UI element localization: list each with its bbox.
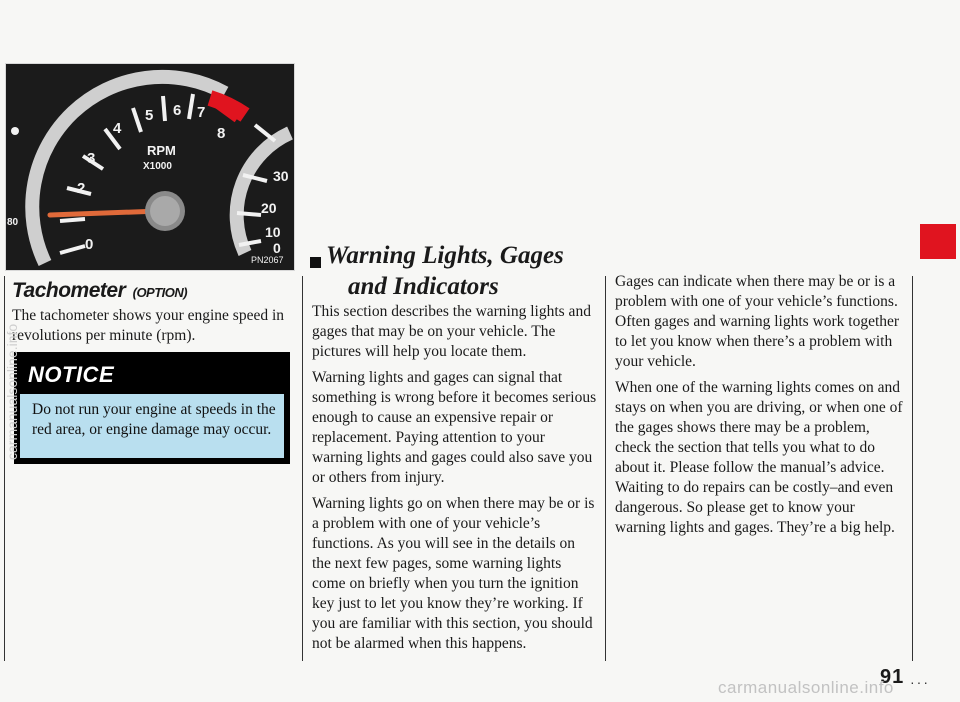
page-dots: ···: [910, 674, 930, 690]
section-heading-line1: Warning Lights, Gages: [326, 242, 564, 269]
paragraph: Gages can indicate when there may be or is a problem with one of your vehicle’s functions. Often gages and warning lights work together to let you know when there’s a problem with your vehicle.: [615, 273, 900, 370]
tach-number-3: 3: [87, 150, 96, 167]
notice-box: [14, 352, 290, 464]
tach-number-7: 7: [197, 104, 206, 121]
section-heading-line2: and Indicators: [348, 273, 499, 300]
tach-number-2: 2: [77, 180, 86, 197]
speedo-number-30: 30: [273, 168, 289, 184]
paragraph: Warning lights and gages can signal that something is wrong before it becomes serious enough to cause an expensive repair or replacement. Paying attention to your warning lights and gages could also save you or others from injury.: [312, 369, 597, 486]
tachometer-gauge-image: [5, 63, 295, 271]
watermark-side: carmanualsonline.info: [4, 323, 20, 460]
speedo-number-20: 20: [261, 200, 277, 216]
notice-panel: [20, 394, 284, 458]
notice-text: Do not run your engine at speeds in the red area, or engine damage may occur.: [32, 401, 276, 438]
section-tab-marker: [920, 224, 956, 259]
tach-number-4: 4: [113, 120, 122, 137]
paragraph: Warning lights go on when there may be or is a problem with one of your vehicle’s functions. As you will see in the details on the next few pages, some warning lights come on briefly when you turn the ignition key just to let you know they’re working. If you are familiar with this section, you should not be alarmed when this happens.: [312, 495, 595, 652]
figure-code: PN2067: [251, 255, 284, 265]
tachometer-heading: [12, 279, 297, 303]
speedo-number-0: 0: [273, 240, 281, 256]
edge-label: 80: [7, 217, 19, 228]
paragraph: This section describes the warning lights and gages that may be on your vehicle. The pictures will help you locate them.: [312, 303, 591, 360]
option-label: (OPTION): [132, 285, 188, 300]
column-rule-right: [605, 276, 606, 661]
rpm-multiplier: X1000: [143, 161, 172, 172]
right-column-text: [615, 272, 905, 544]
tachometer-heading-text: Tachometer: [12, 279, 126, 302]
rpm-label: RPM: [147, 143, 176, 158]
tachometer-description: The tachometer shows your engine speed in revolutions per minute (rpm).: [12, 307, 285, 344]
page-number: 91: [880, 666, 905, 688]
column-rule-middle: [302, 276, 303, 661]
column-rule-far-right: [912, 276, 913, 661]
section-heading: [326, 240, 596, 302]
tach-number-5: 5: [145, 107, 154, 124]
tach-number-0: 0: [85, 236, 94, 253]
speedo-number-10: 10: [265, 224, 281, 240]
tach-number-8: 8: [217, 125, 226, 142]
watermark-bottom: carmanualsonline.info: [718, 678, 894, 697]
section-bullet-icon: [310, 257, 321, 268]
tach-number-6: 6: [173, 102, 182, 119]
middle-column-text: [312, 302, 597, 660]
notice-title: NOTICE: [28, 362, 115, 387]
paragraph: When one of the warning lights comes on and stays on when you are driving, or when one of the gages shows there may be a problem, check the section that tells you what to do about it. Please follow the manual’s advice. Waiting to do repairs can be costly–and even dangerous. So please get to know your warning lights and gages. They’re a big help.: [615, 379, 903, 536]
